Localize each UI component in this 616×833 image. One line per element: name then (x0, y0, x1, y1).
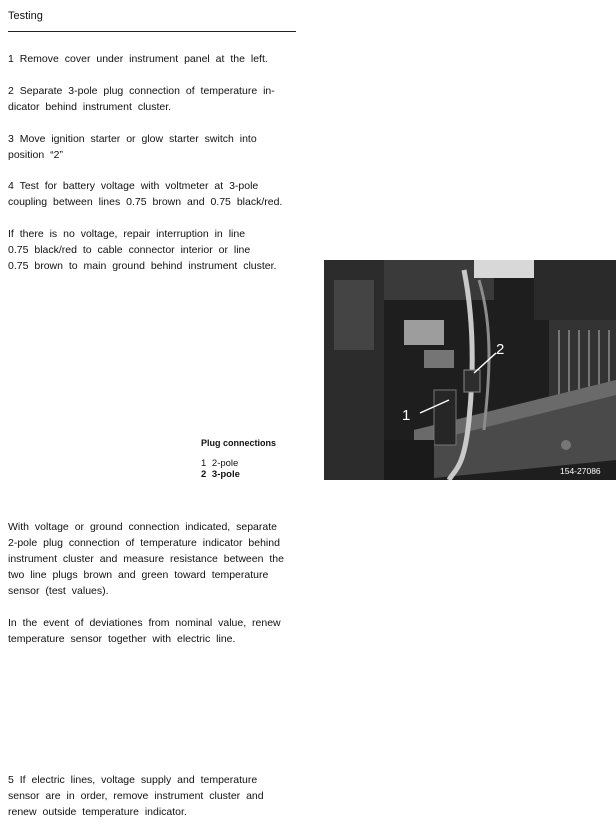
figure-caption-item: 2 3-pole (201, 469, 240, 480)
text-line: sensor are in order, remove instrument cluster and (8, 790, 264, 802)
text-line: sensor (test values). (8, 585, 109, 597)
instrument-panel-photo (324, 260, 616, 480)
text-line: temperature sensor together with electric line. (8, 633, 236, 645)
figure-caption-item: 1 2-pole (201, 458, 239, 469)
text-line: renew outside temperature indicator. (8, 806, 187, 818)
figure-callout-1: 1 (402, 407, 411, 424)
text-line: 3 Move ignition starter or glow starter switch into (8, 133, 257, 145)
text-line: two line plugs brown and green toward temperature (8, 569, 269, 581)
text-line: coupling between lines 0.75 brown and 0.75 black/red. (8, 196, 283, 208)
text-line: 2 Separate 3-pole plug connection of temperature in- (8, 85, 275, 97)
figure-callout-2: 2 (496, 341, 505, 358)
step-2 (8, 83, 308, 115)
deviation-note (8, 615, 308, 647)
step-4 (8, 178, 308, 210)
text-line: With voltage or ground connection indicated, separate (8, 521, 277, 533)
figure-caption-title: Plug connections (201, 438, 277, 448)
text-line: 4 Test for battery voltage with voltmeter at 3-pole (8, 180, 259, 192)
figure-reference-number: 154-27086 (560, 466, 601, 476)
no-voltage-note (8, 226, 308, 274)
text-line: dicator behind instrument cluster. (8, 101, 172, 113)
text-line: 0.75 black/red to cable connector interior or line (8, 244, 251, 256)
text-line: If there is no voltage, repair interruption in line (8, 228, 246, 240)
text-line: In the event of deviationes from nominal value, renew (8, 617, 281, 629)
text-line: position “2” (8, 149, 63, 161)
photo-illustration (324, 260, 616, 480)
text-line: 5 If electric lines, voltage supply and temperature (8, 774, 258, 786)
step-1 (8, 51, 308, 67)
resistance-test (8, 519, 308, 599)
step-5 (8, 772, 308, 820)
title-divider (8, 31, 296, 32)
text-line: 0.75 brown to main ground behind instrument cluster. (8, 260, 277, 272)
text-line: 2-pole plug connection of temperature indicator behind (8, 537, 280, 549)
step-3 (8, 131, 308, 163)
text-line: 1 Remove cover under instrument panel at the left. (8, 53, 268, 65)
section-title: Testing (8, 10, 43, 22)
text-line: instrument cluster and measure resistance between the (8, 553, 284, 565)
